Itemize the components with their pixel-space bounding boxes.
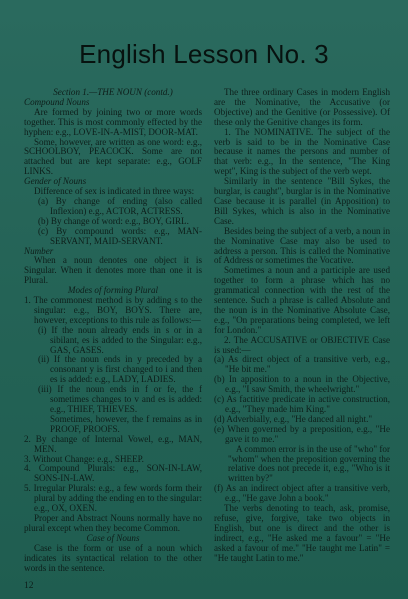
gender-item-a: (a) By change of ending (also called Inflexion) e.g., ACTOR, ACTRESS. (38, 195, 202, 216)
apposition-paragraph: Similarly in the sentence "Bill Sykes, the burglar, is caught", burglar is in the Nominative Case because it is parallel (in Apposition) to Bill Sykes, which is also in the Nominative Case. (214, 176, 390, 226)
plural-mode-3: 3. Without Change: e.g., SHEEP. (24, 453, 144, 464)
plural-mode-5: 5. Irregular Plurals: e.g., a few words form their plural by adding the ending en to the singular: e.g., OX, OXEN. (24, 483, 202, 514)
accusative-heading: 2. The ACCUSATIVE or OBJECTIVE Case is used:— (214, 334, 390, 355)
lesson-title: English Lesson No. 3 (79, 39, 329, 69)
number-paragraph: When a noun denotes one object it is Singular. When it denotes more than one it is Plural. (24, 255, 202, 286)
compound-paragraph-1: Are formed by joining two or more words together. This is most commonly effected by the hyphen: e.g., LOVE-IN-A-MIST, DOOR-MAT. (24, 106, 202, 137)
accusative-item-b: (b) In apposition to a noun in the Objective, e.g., "I saw Smith, the wheelwright." (214, 374, 390, 395)
proper-abstract-paragraph: Proper and Abstract Nouns normally have no plural except when they become Common. (24, 512, 202, 533)
cases-intro-paragraph: The three ordinary Cases in modern English are the Nominative, the Accusative (or Objective) and the Genitive (or Possessive). Of these only the Genitive changes its form. (214, 87, 390, 127)
right-column (214, 88, 390, 564)
accusative-item-f: (f) As an indirect object after a transitive verb, e.g., "He gave John a book." (214, 483, 390, 504)
number-heading: Number (24, 245, 54, 256)
accusative-item-d: (d) Adverbially, e.g., "He danced all night." (214, 413, 373, 424)
gender-paragraph: Difference of sex is indicated in three ways: (34, 186, 195, 197)
absolute-paragraph: Sometimes a noun and a participle are used together to form a phrase which has no grammatical connection with the rest of the sentence. Such a phrase is called Absolute and the noun is in the Nominative Absolute Case, e.g., "On preparations being completed, we left for London." (214, 265, 390, 335)
gender-heading: Gender of Nouns (24, 176, 87, 187)
plural-mode-1-iii: (iii) If the noun ends in f or fe, the f sometimes changes to v and es is added: e.g., THIEF, THIEVES. (38, 384, 202, 414)
who-whom-note: A common error is in the use of "who" for "whom" when the preposition governing the relative does not precede it, e.g., "Who is it written by?" (228, 443, 390, 484)
two-objects-paragraph: The verbs denoting to teach, ask, promise, refuse, give, forgive, take two objects in English, but one is direct and the other is indirect, e.g., "He asked me a favour" = "He asked a favour of me." "He taught me Latin" = "He taught Latin to me." (214, 503, 390, 563)
compound-heading: Compound Nouns (24, 96, 90, 107)
gender-item-b: (b) By change of word: e.g., BOY, GIRL. (38, 215, 189, 226)
accusative-item-a: (a) As direct object of a transitive verb, e.g., "He bit me." (214, 354, 390, 375)
plural-mode-1-ii: (ii) If the noun ends in y preceded by a consonant y is first changed to i and then es is added: e.g., LADY, LADIES. (38, 354, 202, 385)
left-column (24, 88, 202, 573)
section-heading: Section 1.—THE NOUN (contd.) (53, 87, 173, 97)
plural-mode-4: 4. Compound Plurals: e.g., SON-IN-LAW, SONS-IN-LAW. (24, 463, 202, 484)
gender-item-c: (c) By compound words: e.g., MAN-SERVANT, MAID-SERVANT. (38, 225, 202, 246)
plural-mode-1-i: (i) If the noun already ends in s or in a sibilant, es is added to the Singular: e.g., GAS, GASES. (38, 324, 202, 355)
vocative-paragraph: Besides being the subject of a verb, a noun in the Nominative Case may also be used to address a person. This is called the Nominative of Address or sometimes the Vocative. (214, 225, 390, 266)
case-heading: Case of Nouns (86, 532, 140, 543)
accusative-item-e: (e) When governed by a preposition, e.g., "He gave it to me." (214, 423, 390, 444)
compound-paragraph-2: Some, however, are written as one word: e.g., SCHOOLBOY, PEACOCK. Some are not attached but are kept separate: e.g., GOLF LINKS. (24, 136, 202, 177)
case-paragraph: Case is the form or use of a noun which indicates its syntactical relation to the other words in the sentence. (24, 542, 202, 573)
accusative-item-c: (c) As factitive predicate in active construction, e.g., "They made him King." (214, 394, 390, 414)
plural-mode-2: 2. By change of Internal Vowel, e.g., MAN, MEN. (24, 433, 202, 454)
plural-mode-1: 1. The commonest method is by adding s to the singular: e.g., BOY, BOYS. There are, however, exceptions to this rule as follows:— (24, 295, 202, 325)
nominative-paragraph: 1. The NOMINATIVE. The subject of the verb is said to be in the Nominative Case because it names the persons and number of that verb: e.g., In the sentence, "The King wept", King is the subject of the verb wept. (214, 126, 390, 177)
modes-heading: Modes of forming Plural (67, 285, 159, 296)
page-number: 12 (24, 581, 34, 591)
plural-mode-1-iii-note: Sometimes, however, the f remains as in PROOF, PROOFS. (50, 413, 202, 434)
